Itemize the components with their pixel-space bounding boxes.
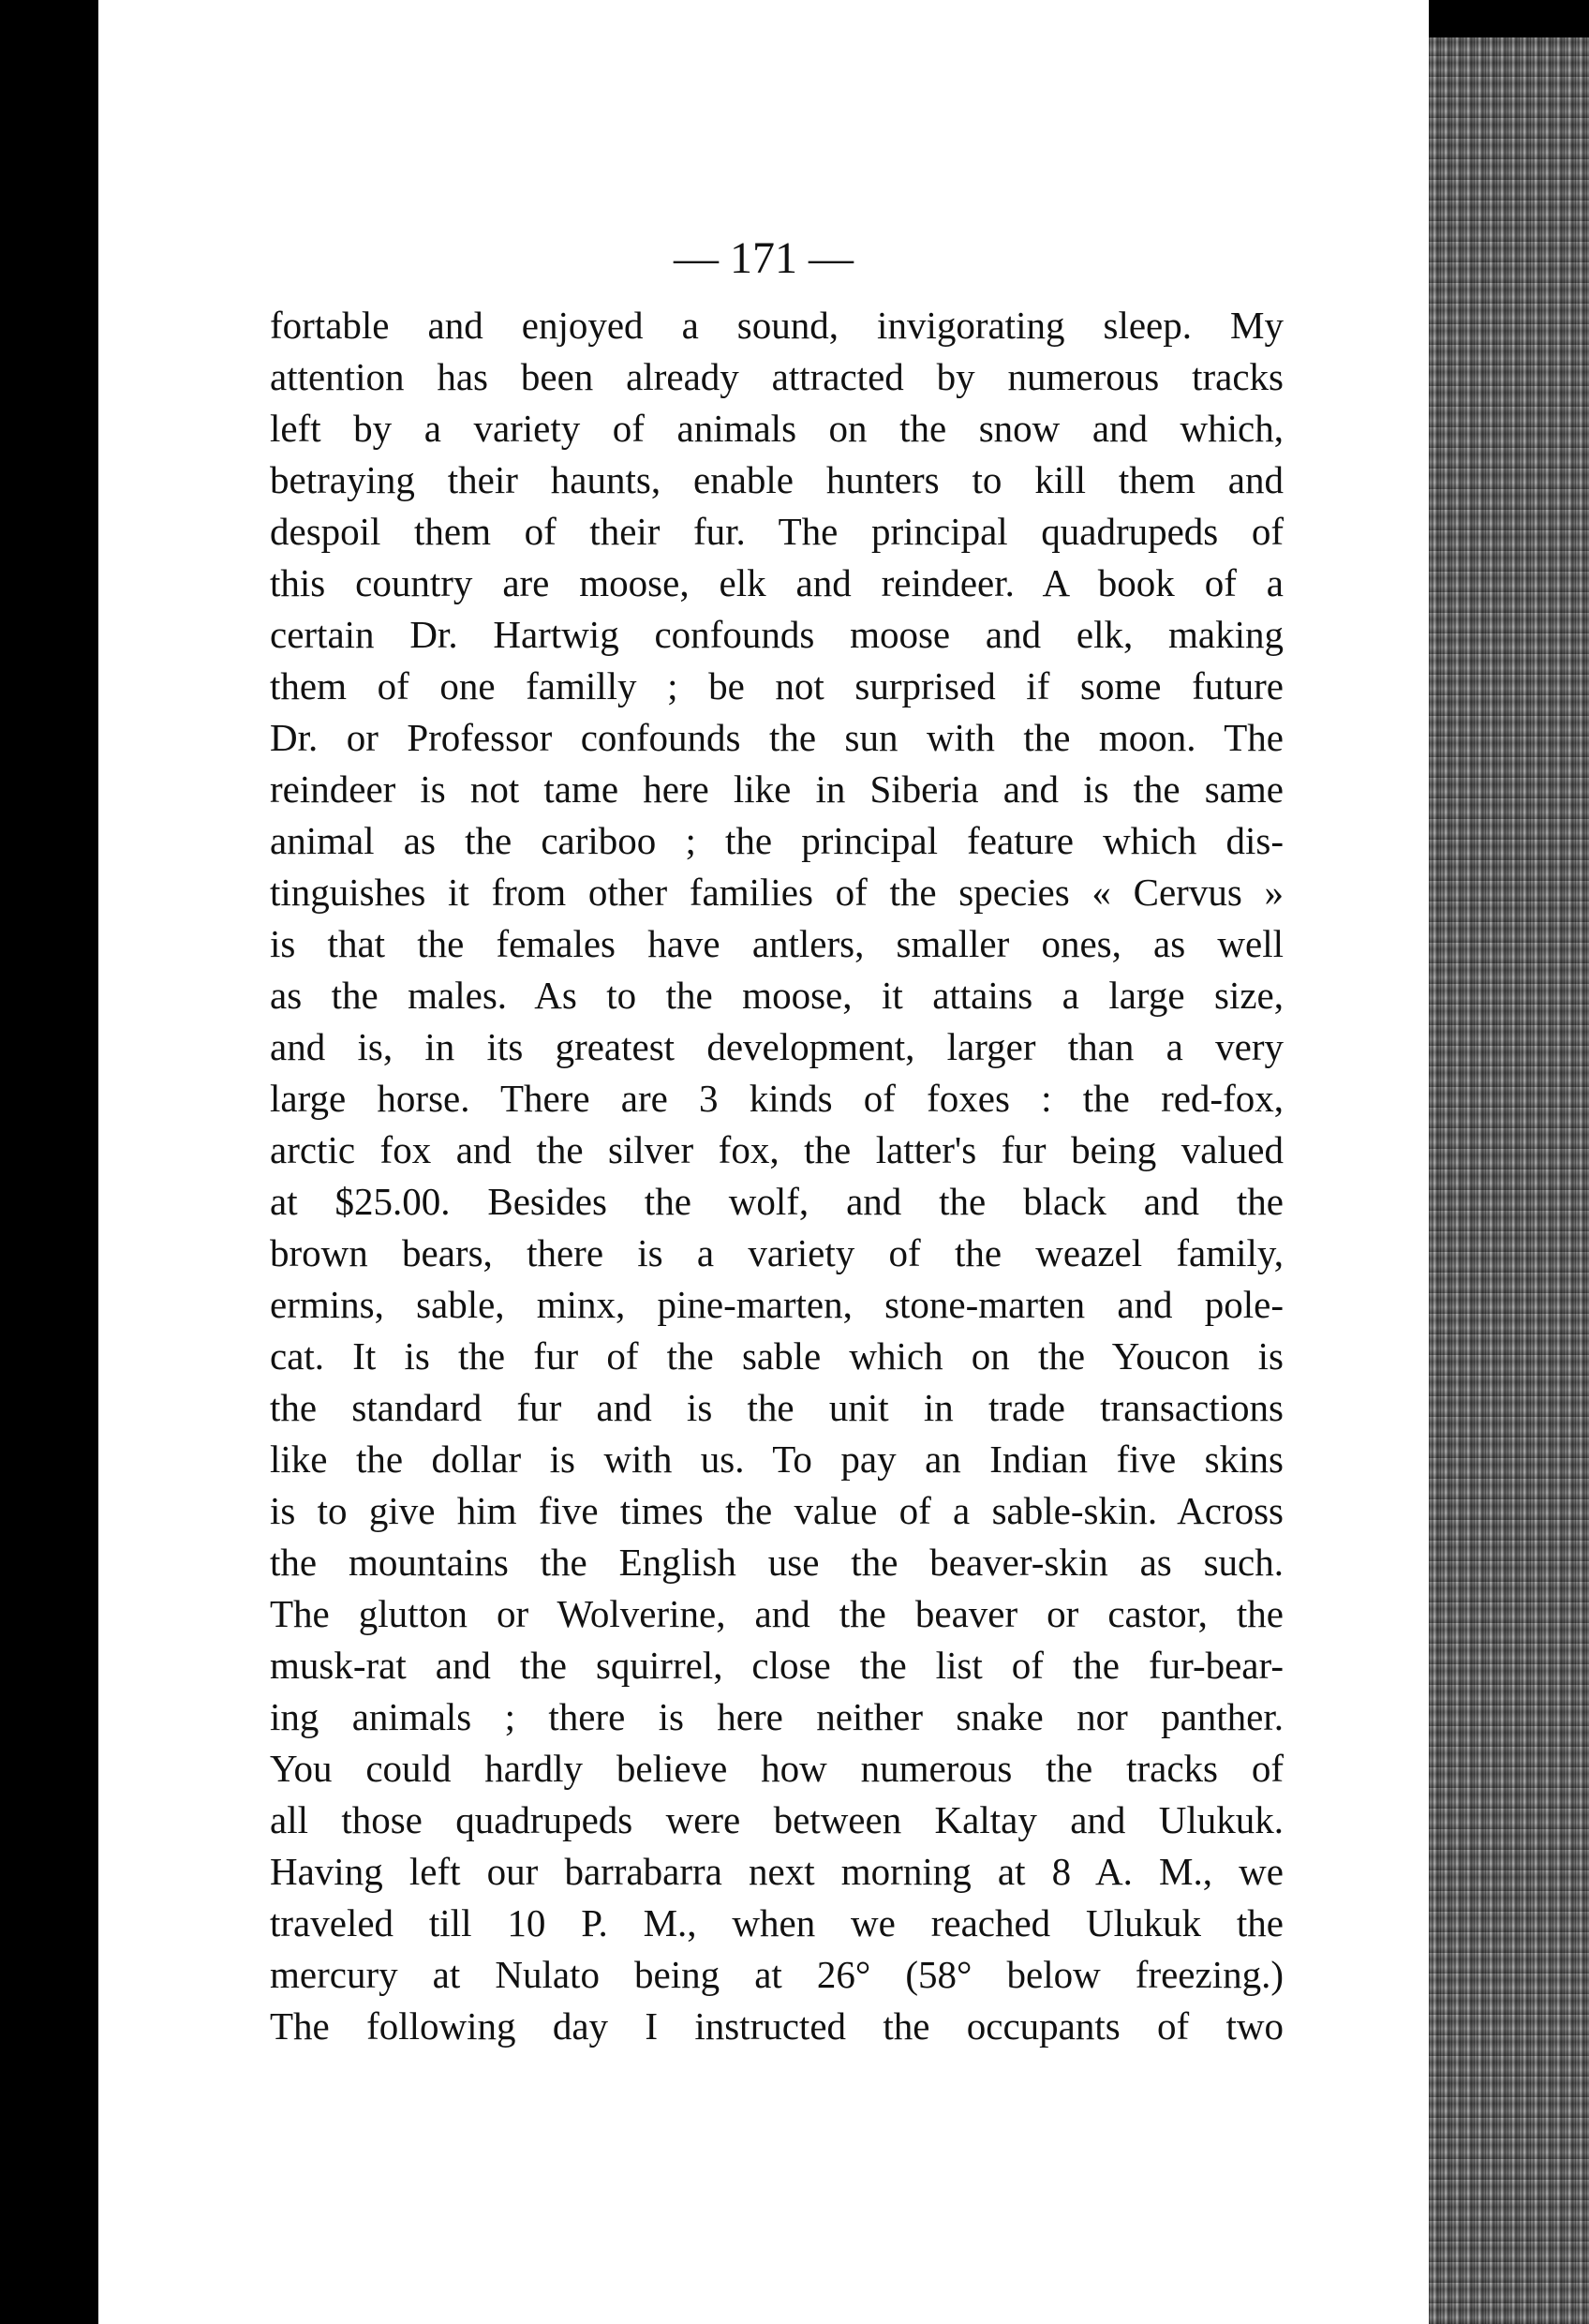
text-line: ing animals ; there is here neither snake nor panther. bbox=[270, 1695, 1284, 1738]
body-text bbox=[270, 300, 1284, 2052]
text-line: arctic fox and the silver fox, the latter's fur being valued bbox=[270, 1128, 1284, 1171]
text-line: The glutton or Wolverine, and the beaver or castor, the bbox=[270, 1592, 1284, 1635]
book-page bbox=[98, 0, 1429, 2324]
text-line: certain Dr. Hartwig confounds moose and elk, making bbox=[270, 613, 1284, 656]
book-spine-texture bbox=[1429, 37, 1589, 2324]
text-line: at $25.00. Besides the wolf, and the black and the bbox=[270, 1180, 1284, 1223]
text-line: animal as the cariboo ; the principal feature which dis- bbox=[270, 819, 1284, 862]
text-line: You could hardly believe how numerous the tracks of bbox=[270, 1747, 1284, 1790]
text-line: is to give him five times the value of a sable-skin. Across bbox=[270, 1489, 1284, 1532]
text-line: and is, in its greatest development, larger than a very bbox=[270, 1025, 1284, 1068]
text-line: Dr. or Professor confounds the sun with the moon. The bbox=[270, 716, 1284, 759]
text-line: them of one familly ; be not surprised if some future bbox=[270, 664, 1284, 708]
text-line: all those quadrupeds were between Kaltay and Ulukuk. bbox=[270, 1798, 1284, 1841]
text-line: this country are moose, elk and reindeer. A book of a bbox=[270, 561, 1284, 604]
text-line: the standard fur and is the unit in trade transactions bbox=[270, 1386, 1284, 1429]
text-line: The following day I instructed the occupants of two bbox=[270, 2004, 1284, 2048]
text-line: left by a variety of animals on the snow and which, bbox=[270, 407, 1284, 450]
text-line: like the dollar is with us. To pay an Indian five skins bbox=[270, 1438, 1284, 1481]
text-line: musk-rat and the squirrel, close the list of the fur-bear- bbox=[270, 1644, 1284, 1687]
text-line: attention has been already attracted by numerous tracks bbox=[270, 355, 1284, 398]
text-line: is that the females have antlers, smaller ones, as well bbox=[270, 922, 1284, 965]
text-line: Having left our barrabarra next morning at 8 A. M., we bbox=[270, 1850, 1284, 1893]
text-line: betraying their haunts, enable hunters to kill them and bbox=[270, 458, 1284, 501]
text-line: as the males. As to the moose, it attains a large size, bbox=[270, 974, 1284, 1017]
text-line: the mountains the English use the beaver-skin as such. bbox=[270, 1541, 1284, 1584]
text-line: cat. It is the fur of the sable which on the Youcon is bbox=[270, 1334, 1284, 1378]
page-number-header: — 171 — bbox=[674, 233, 854, 283]
text-line: ermins, sable, minx, pine-marten, stone-marten and pole- bbox=[270, 1283, 1284, 1326]
text-line: large horse. There are 3 kinds of foxes : the red-fox, bbox=[270, 1077, 1284, 1120]
text-line: fortable and enjoyed a sound, invigorating sleep. My bbox=[270, 304, 1284, 347]
text-line: traveled till 10 P. M., when we reached Ulukuk the bbox=[270, 1901, 1284, 1944]
text-line: brown bears, there is a variety of the weazel family, bbox=[270, 1231, 1284, 1274]
text-line: reindeer is not tame here like in Siberia and is the same bbox=[270, 767, 1284, 811]
text-line: tinguishes it from other families of the species « Cervus » bbox=[270, 871, 1284, 914]
text-line: despoil them of their fur. The principal quadrupeds of bbox=[270, 510, 1284, 553]
text-line: mercury at Nulato being at 26° (58° below freezing.) bbox=[270, 1953, 1284, 1996]
